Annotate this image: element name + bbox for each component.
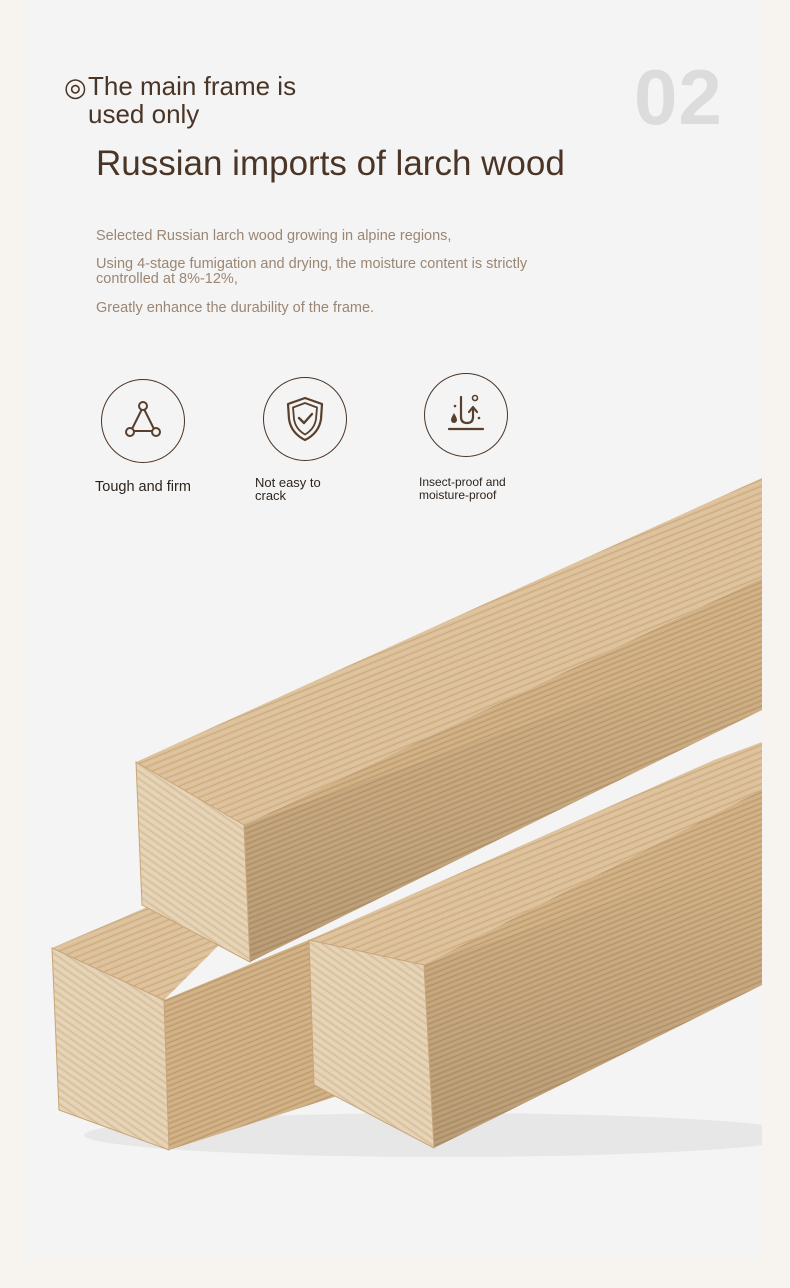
double-circle-icon: ◎ (64, 72, 87, 102)
description-line-3: Greatly enhance the durability of the frame. (96, 300, 375, 316)
larch-wood-beams-image (24, 0, 762, 1260)
description-line-1: Selected Russian larch wood growing in alpine regions, (96, 228, 452, 244)
feature-label-1: Tough and firm (95, 479, 191, 495)
feature-label-2: Not easy to crack (255, 475, 321, 503)
section-number: 02 (634, 53, 723, 141)
page-title: Russian imports of larch wood (96, 144, 565, 183)
feature-label-3: Insect-proof and moisture-proof (419, 475, 506, 502)
description-line-2: Using 4-stage fumigation and drying, the moisture content is strictly controlled at 8%-12%, (96, 256, 528, 287)
section-title-text: The main frame is used only (88, 71, 297, 129)
product-card (24, 0, 762, 1260)
